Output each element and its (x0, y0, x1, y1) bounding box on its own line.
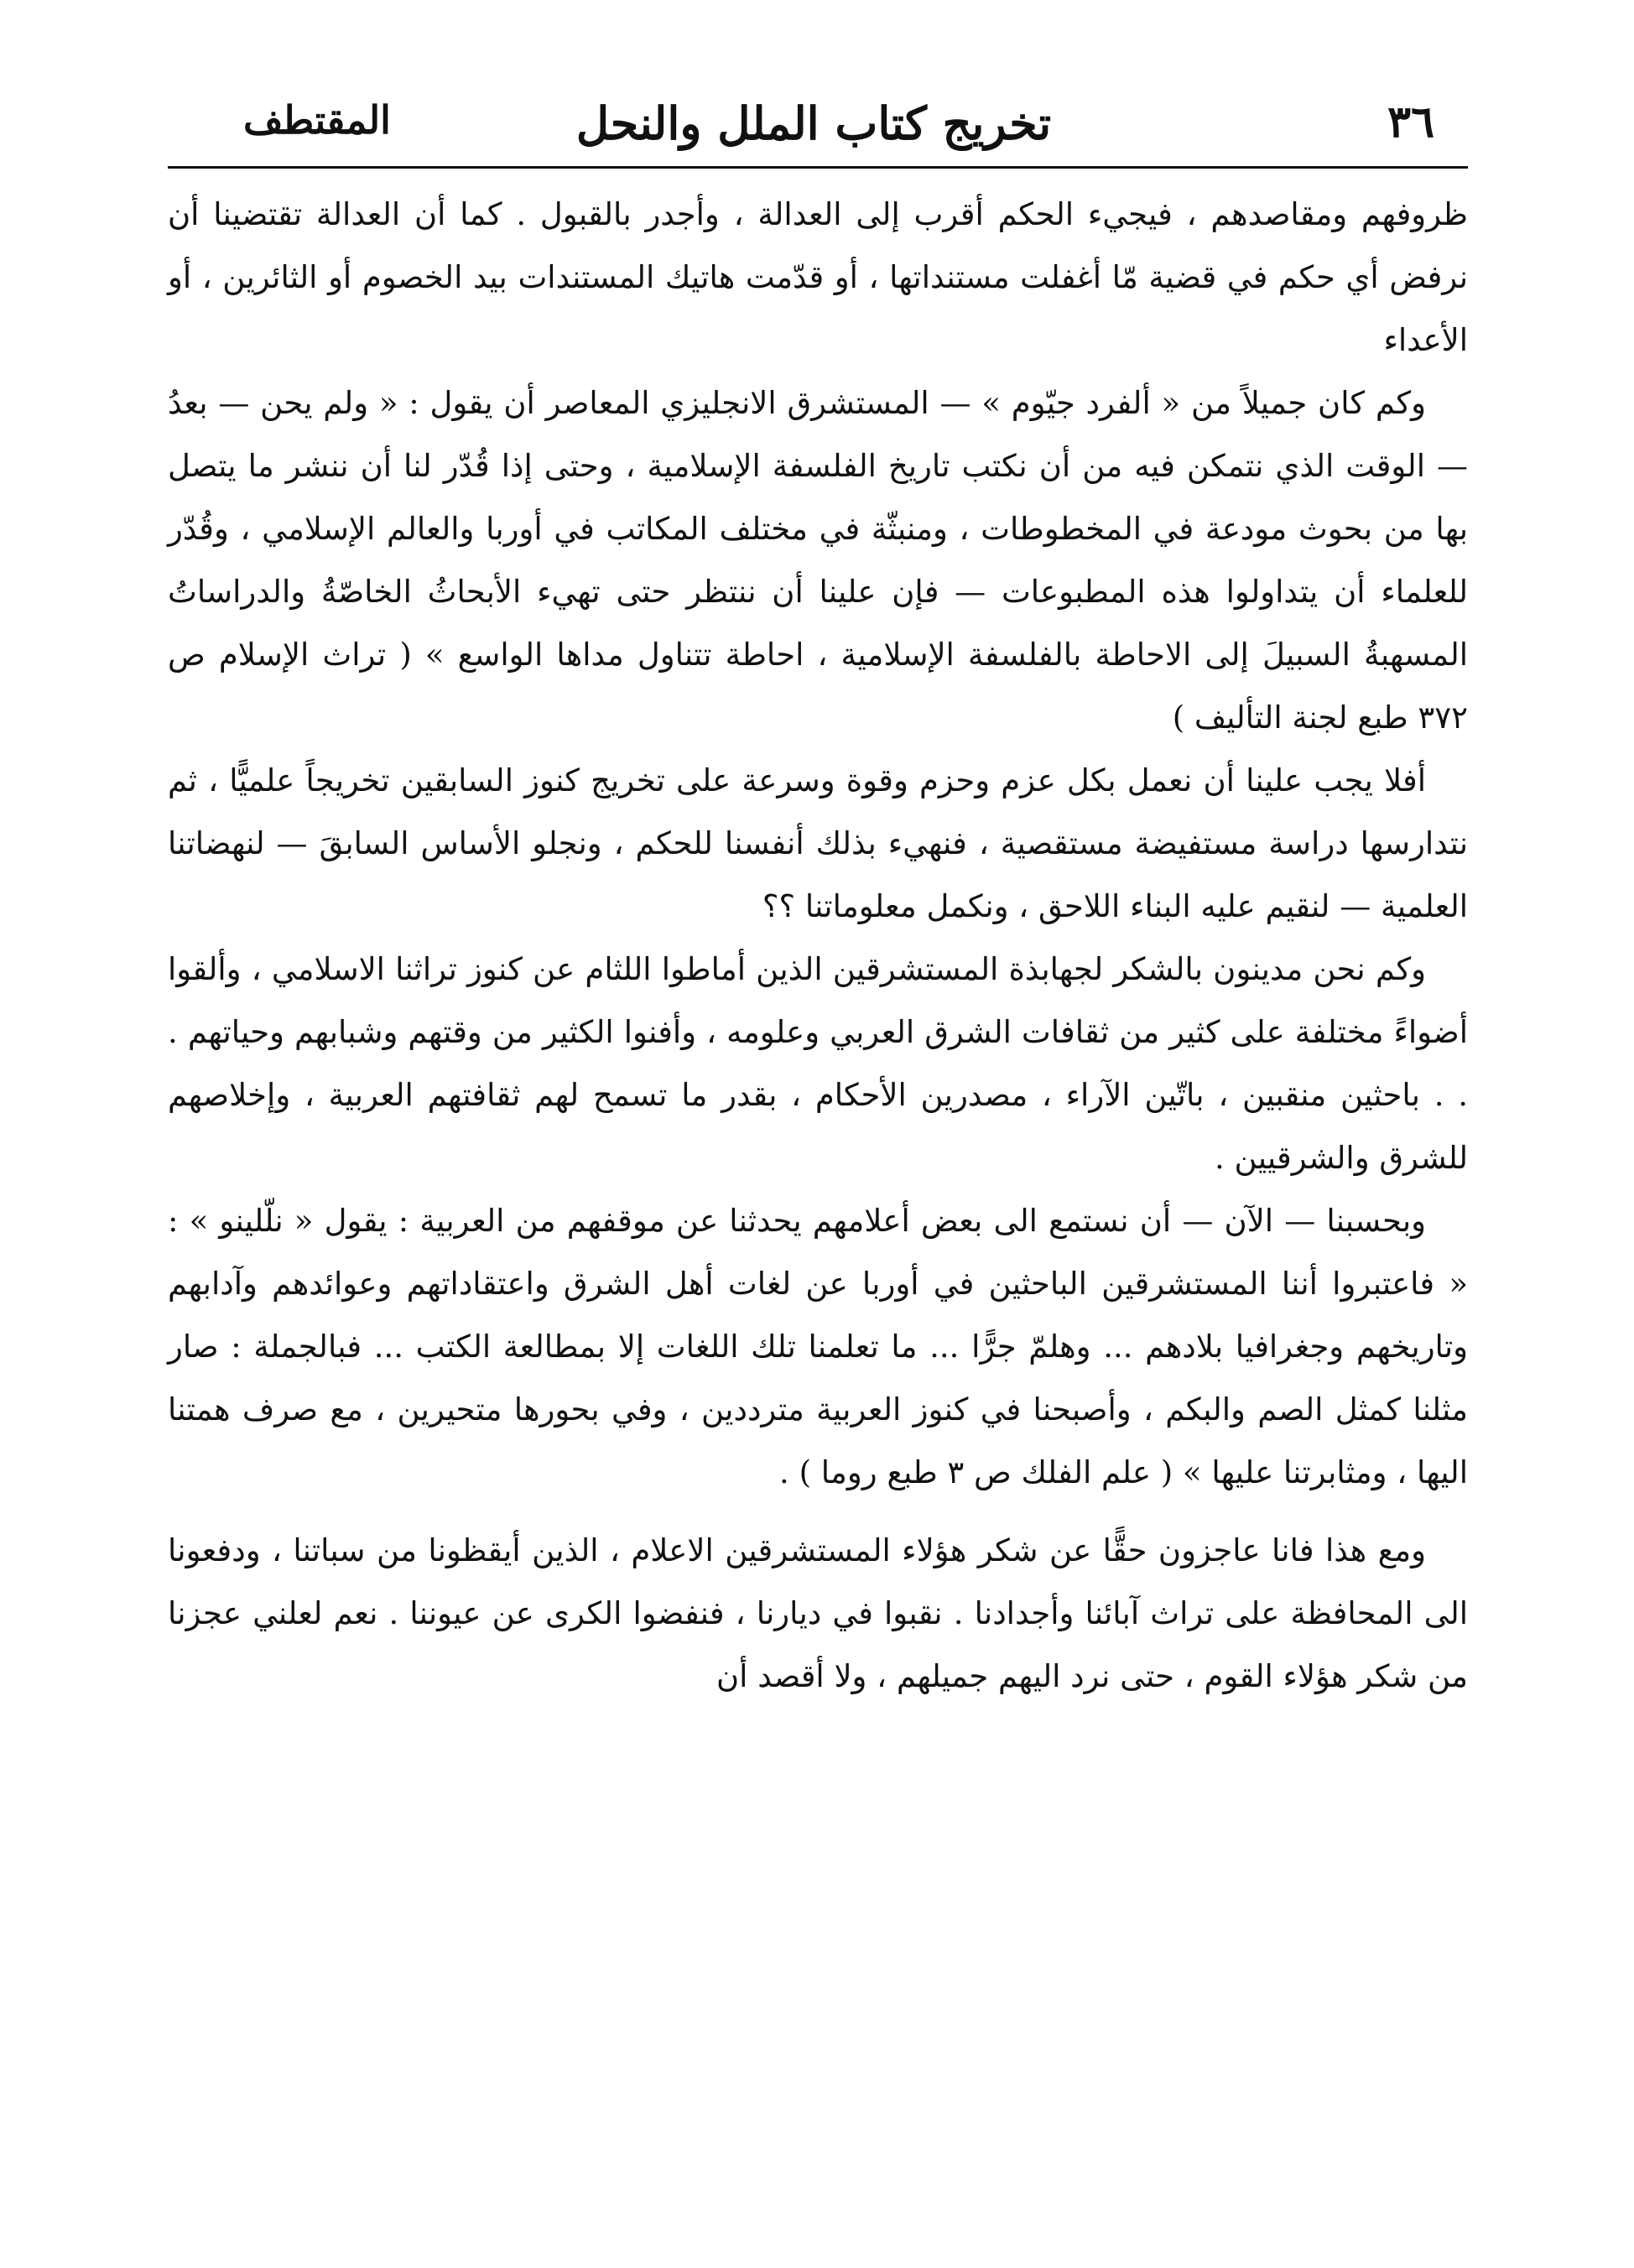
paragraph: وكم كان جميلاً من « ألفرد جيّوم » — المستشرق الانجليزي المعاصر أن يقول : « ولم يحن — بعدُ — الوقت الذي نتمكن فيه من أن نكتب تاريخ الفلسفة الإسلامية ، وحتى إذا قُدّر لنا أن ننشر ما يتصل بها من بحوث مودعة في المخطوطات ، ومنبثّة في مختلف المكاتب في أوربا والعالم الإسلامي ، وقُدّر للعلماء أن يتداولوا هذه المطبوعات — فإن علينا أن ننتظر حتى تهيء الأبحاثُ الخاصّةُ والدراساتُ المسهبةُ السبيلَ إلى الاحاطة بالفلسفة الإسلامية ، احاطة تتناول مداها الواسع » ( تراث الإسلام ص ٣٧٢ طبع لجنة التأليف ) (168, 385, 1468, 736)
paragraph: أفلا يجب علينا أن نعمل بكل عزم وحزم وقوة وسرعة على تخريج كنوز السابقين تخريجاً علميًّا ، ثم نتدارسها دراسة مستفيضة مستقصية ، فنهيء بذلك أنفسنا للحكم ، ونجلو الأساس السابقَ — لنهضاتنا العلمية — لنقيم عليه البناء اللاحق ، ونكمل معلوماتنا ؟؟ (168, 762, 1468, 924)
header-rule (168, 166, 1468, 169)
body-text (168, 183, 1468, 1708)
running-title: تخريج كتاب الملل والنحل (575, 96, 1052, 150)
paragraph: وكم نحن مدينون بالشكر لجهابذة المستشرقين الذين أماطوا اللثام عن كنوز تراثنا الاسلامي ، وألقوا أضواءً مختلفة على كثير من ثقافات الشرق العربي وعلومه ، وأفنوا الكثير من وقتهم وشبابهم وحياتهم . . . باحثين منقبين ، باتّين الآراء ، مصدرين الأحكام ، بقدر ما تسمح لهم ثقافتهم العربية ، وإخلاصهم للشرق والشرقيين . (168, 951, 1468, 1176)
paragraph: ومع هذا فانا عاجزون حقًّا عن شكر هؤلاء المستشرقين الاعلام ، الذين أيقظونا من سباتنا ، ودفعونا الى المحافظة على تراث آبائنا وأجدادنا . نقبوا في ديارنا ، فنفضوا الكرى عن عيوننا . نعم لعلني عجزنا من شكر هؤلاء القوم ، حتى نرد اليهم جميلهم ، ولا أقصد أن (168, 1532, 1468, 1694)
page-number: ٣٦ (1387, 96, 1434, 148)
section-name: المقتطف (243, 97, 391, 143)
paragraph: وبحسبنا — الآن — أن نستمع الى بعض أعلامهم يحدثنا عن موقفهم من العربية : يقول « نلّلينو » : « فاعتبروا أننا المستشرقين الباحثين في أوربا عن لغات أهل الشرق واعتقاداتهم وعوائدهم وآدابهم وتاريخهم وجغرافيا بلادهم ... وهلمّ جرًّا ... ما تعلمنا تلك اللغات إلا بمطالعة الكتب ... فبالجملة : صار مثلنا كمثل الصم والبكم ، وأصبحنا في كنوز العربية مترددين ، وفي بحورها متحيرين ، مع صرف همتنا اليها ، ومثابرتنا عليها » ( علم الفلك ص ٣ طبع روما ) . (168, 1203, 1468, 1490)
paragraph: ظروفهم ومقاصدهم ، فيجيء الحكم أقرب إلى العدالة ، وأجدر بالقبول . كما أن العدالة تقتضينا أن نرفض أي حكم في قضية مّا أغفلت مستنداتها ، أو قدّمت هاتيك المستندات بيد الخصوم أو الثائرين ، أو الأعداء (168, 196, 1468, 358)
page-header (159, 84, 1468, 176)
